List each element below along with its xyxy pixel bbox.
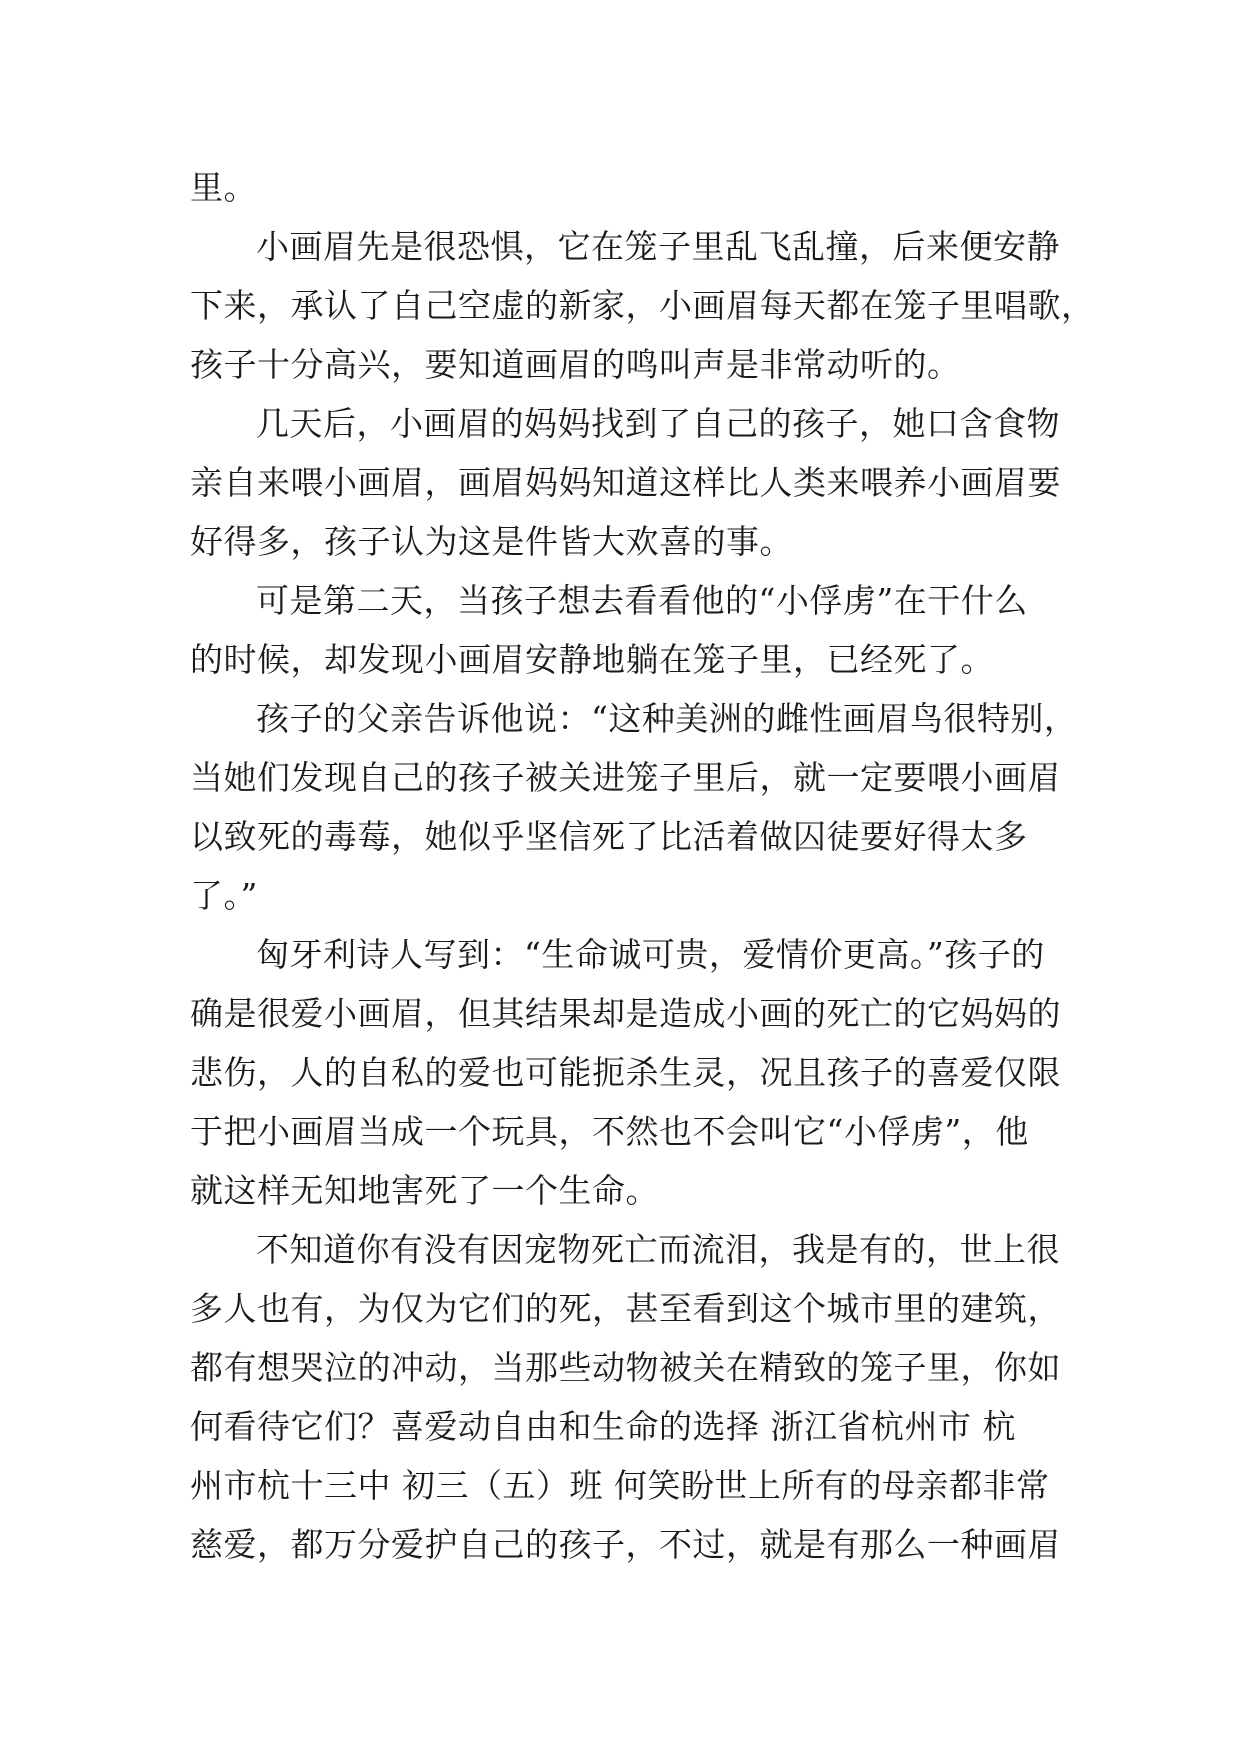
text-line: 孩子十分高兴，要知道画眉的鸣叫声是非常动听的。 — [190, 345, 961, 384]
text-line: 就这样无知地害死了一个生命。 — [190, 1171, 659, 1210]
text-line: 不知道你有没有因宠物死亡而流泪，我是有的，世上很 — [256, 1230, 1060, 1269]
text-line: 确是很爱小画眉，但其结果却是造成小画的死亡的它妈妈的 — [190, 994, 1061, 1033]
text-line: 州市杭十三中 初三（五）班 何笑盼世上所有的母亲都非常 — [190, 1466, 1050, 1505]
text-line: 何看待它们？喜爱动自由和生命的选择 浙江省杭州市 杭 — [190, 1407, 1016, 1446]
text-line: 了。” — [190, 876, 258, 915]
text-line: 孩子的父亲告诉他说：“这种美洲的雌性画眉鸟很特别， — [256, 699, 1078, 738]
text-line: 慈爱，都万分爱护自己的孩子，不过，就是有那么一种画眉 — [190, 1525, 1061, 1564]
text-line: 几天后，小画眉的妈妈找到了自己的孩子，她口含食物 — [256, 404, 1060, 443]
text-line: 多人也有，为仅为它们的死，甚至看到这个城市里的建筑， — [190, 1289, 1061, 1328]
text-line: 里。 — [190, 168, 257, 207]
document-body — [190, 158, 1095, 1574]
text-line: 可是第二天，当孩子想去看看他的“小俘虏”在干什么 — [256, 581, 1028, 620]
text-line: 下来，承认了自己空虚的新家，小画眉每天都在笼子里唱歌， — [190, 286, 1095, 325]
text-line: 好得多，孩子认为这是件皆大欢喜的事。 — [190, 522, 793, 561]
text-line: 小画眉先是很恐惧，它在笼子里乱飞乱撞，后来便安静 — [256, 227, 1060, 266]
text-line: 匈牙利诗人写到：“生命诚可贵，爱情价更高。”孩子的 — [256, 935, 1045, 974]
text-line: 都有想哭泣的冲动，当那些动物被关在精致的笼子里，你如 — [190, 1348, 1061, 1387]
text-line: 亲自来喂小画眉，画眉妈妈知道这样比人类来喂养小画眉要 — [190, 463, 1061, 502]
text-line: 悲伤，人的自私的爱也可能扼杀生灵，况且孩子的喜爱仅限 — [190, 1053, 1061, 1092]
text-line: 以致死的毒莓，她似乎坚信死了比活着做囚徒要好得太多 — [190, 817, 1028, 856]
text-line: 的时候，却发现小画眉安静地躺在笼子里，已经死了。 — [190, 640, 994, 679]
text-line: 于把小画眉当成一个玩具，不然也不会叫它“小俘虏”，他 — [190, 1112, 1029, 1151]
text-line: 当她们发现自己的孩子被关进笼子里后，就一定要喂小画眉 — [190, 758, 1061, 797]
